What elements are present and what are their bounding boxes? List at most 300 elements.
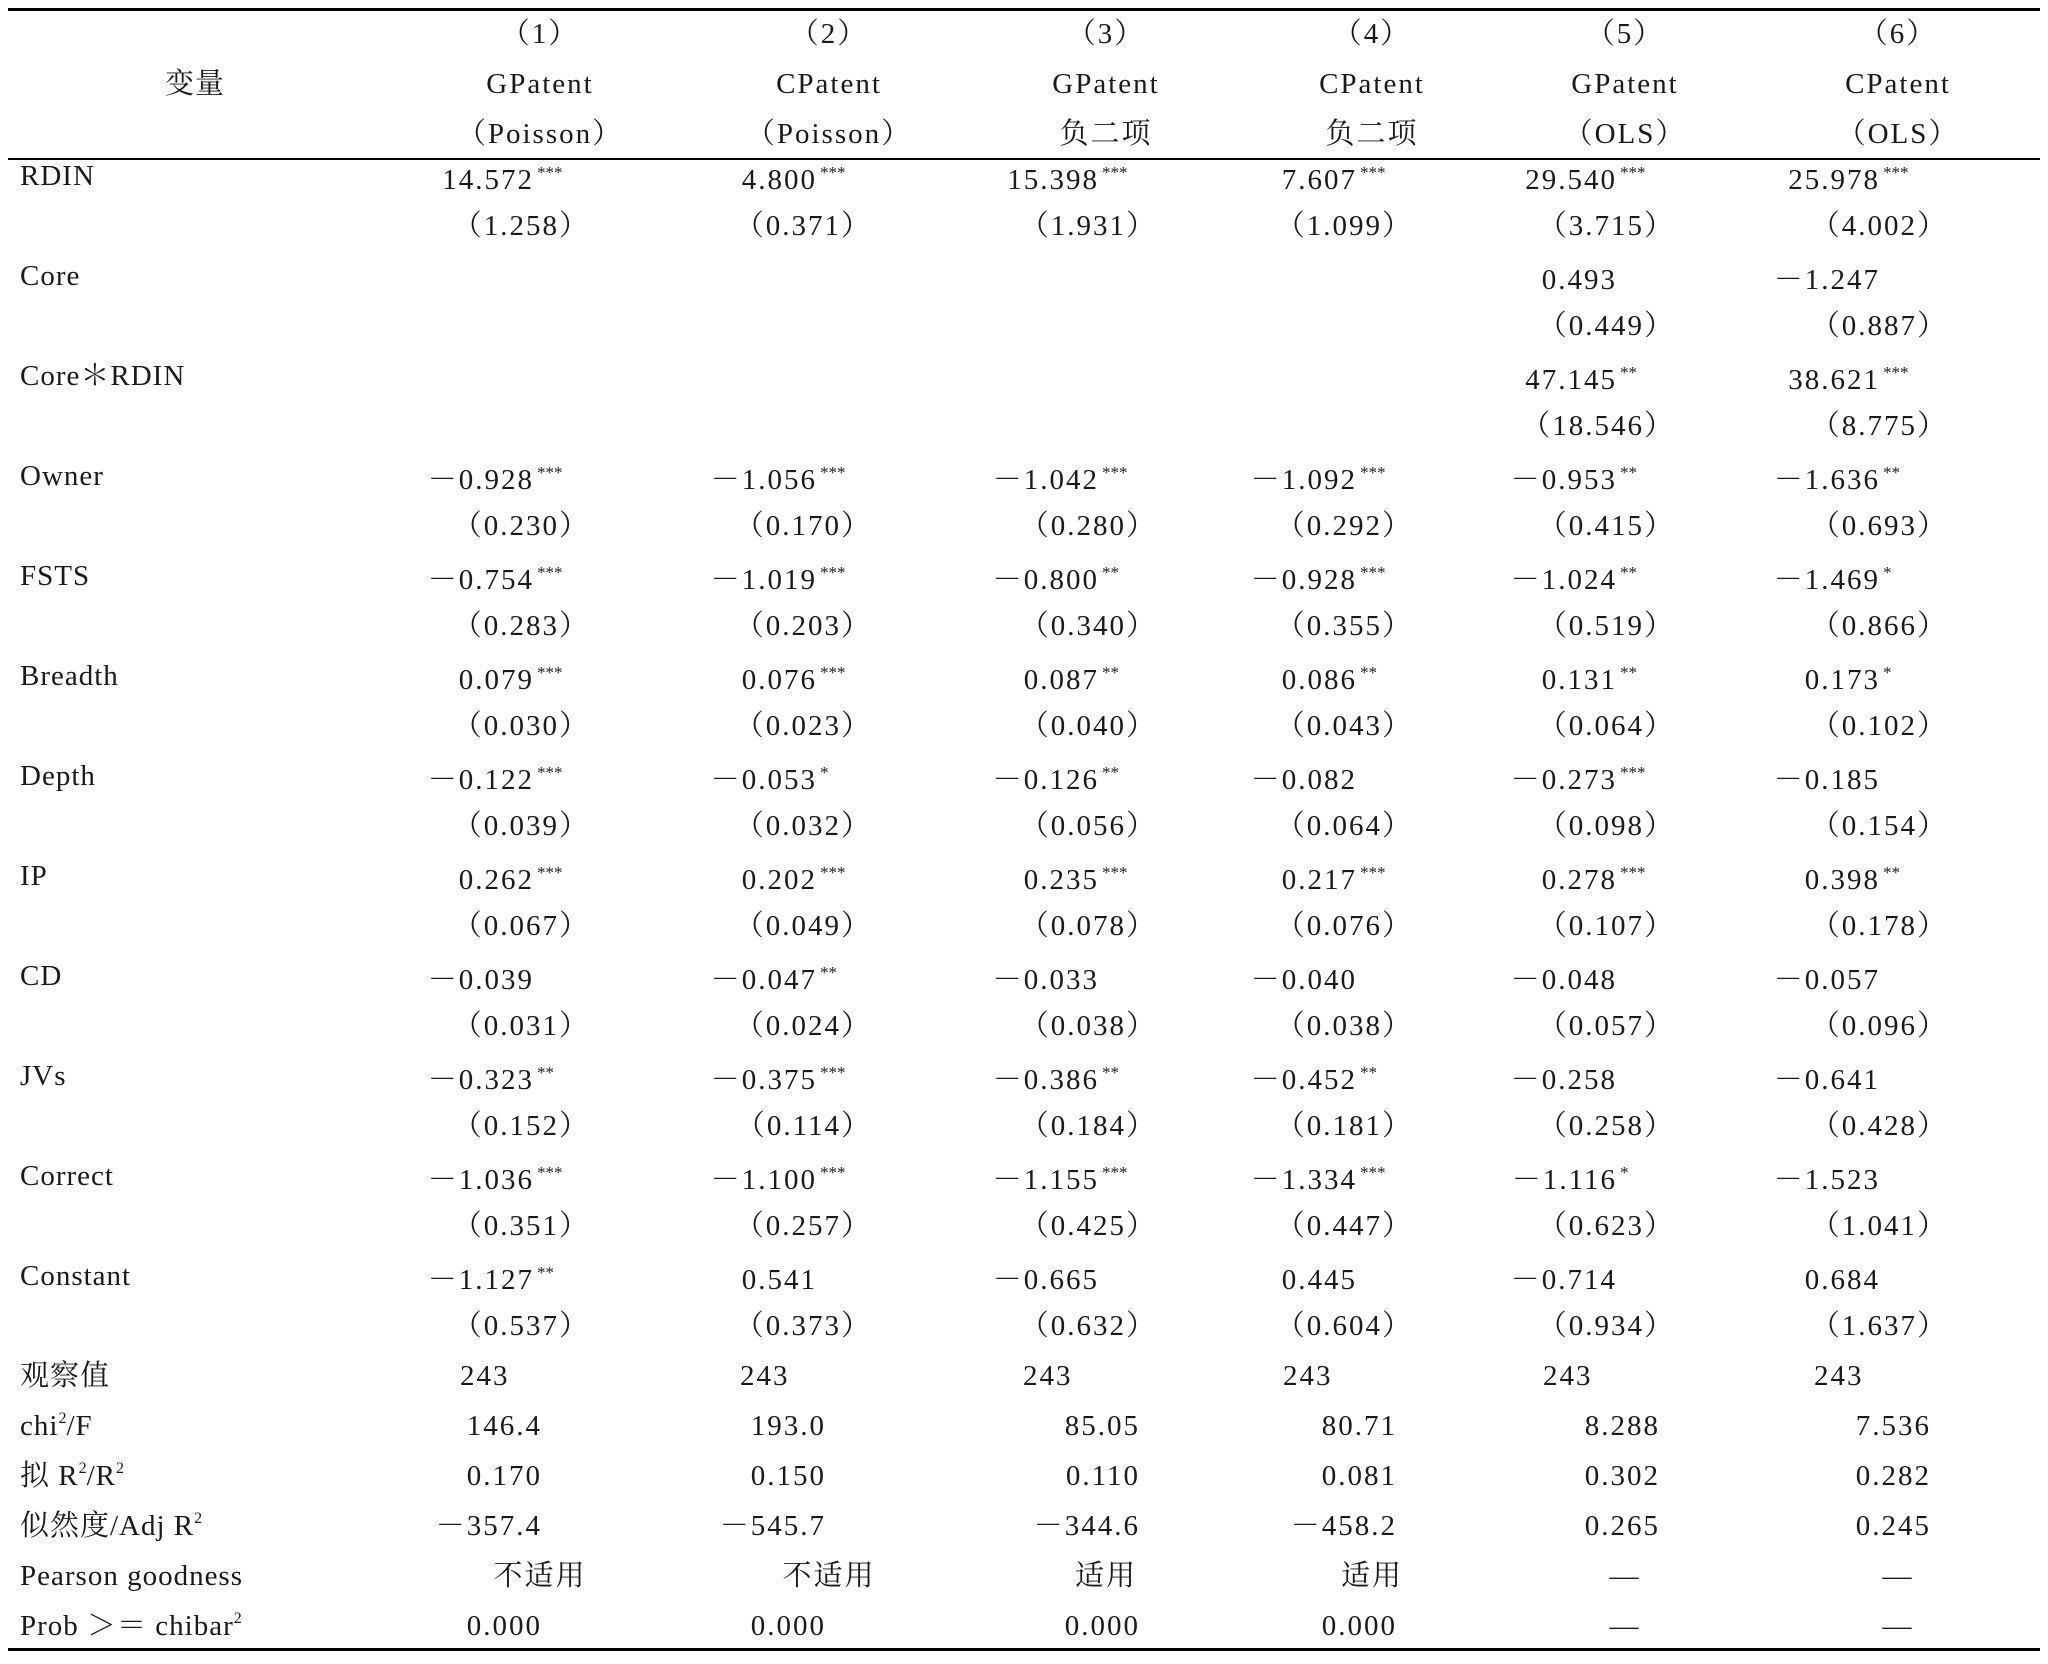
significance-stars: *** (820, 663, 846, 682)
coefficient-value: 0.131 (1541, 664, 1617, 696)
significance-stars: *** (820, 163, 846, 182)
label-text: 似然度/Adj R (20, 1510, 195, 1542)
significance-stars: *** (1102, 1163, 1128, 1182)
coefficient-value: －0.126 (992, 764, 1099, 796)
significance-stars: *** (820, 1163, 846, 1182)
coefficient-cell (1511, 1262, 1660, 1298)
stat-value: 243 (1543, 1360, 1593, 1392)
significance-stars: *** (1883, 363, 1909, 382)
coefficient-value: －0.039 (427, 964, 534, 996)
stat-value: 85.05 (1064, 1410, 1140, 1442)
standard-error-cell: （0.604） (1275, 1310, 1413, 1342)
stat-value: －545.7 (719, 1510, 826, 1542)
standard-error-cell: （0.340） (1019, 610, 1157, 642)
coefficient-value: －1.024 (1510, 564, 1617, 596)
coefficient-cell (1805, 1262, 1923, 1298)
coefficient-value: 25.978 (1788, 164, 1880, 196)
coefficient-value: 15.398 (1007, 164, 1099, 196)
coefficient-cell (711, 462, 860, 502)
significance-stars: *** (1620, 763, 1646, 782)
label-text: /F (66, 1410, 93, 1442)
coefficient-value: 0.173 (1804, 664, 1880, 696)
standard-error-cell: （0.114） (735, 1110, 872, 1142)
standard-error-cell: （0.693） (1810, 510, 1948, 542)
stat-value: －458.2 (1290, 1510, 1397, 1542)
coefficient-value: 0.235 (1023, 864, 1099, 896)
stat-label-prob (20, 1608, 242, 1649)
standard-error-cell: （0.887） (1810, 310, 1948, 342)
coefficient-cell (1805, 662, 1923, 702)
coefficient-value: －1.042 (992, 464, 1099, 496)
label-superscript: 2 (116, 1460, 124, 1477)
coefficient-value: －0.122 (427, 764, 534, 796)
standard-error-cell: （0.283） (452, 610, 590, 642)
coefficient-value: －0.033 (992, 964, 1099, 996)
standard-error-cell: （0.107） (1537, 910, 1675, 942)
coefficient-value: 4.800 (741, 164, 817, 196)
stat-value: 193.0 (750, 1410, 826, 1442)
row-label: FSTS (20, 560, 91, 592)
stat-value: 0.000 (1064, 1610, 1140, 1642)
row-label: Constant (20, 1260, 132, 1292)
stat-value: — (1882, 1560, 1914, 1592)
standard-error-cell: （0.373） (734, 1310, 872, 1342)
significance-stars: *** (1360, 163, 1386, 182)
coefficient-value: －0.928 (427, 464, 534, 496)
stat-value: 不适用 (782, 1560, 876, 1592)
stat-value: 243 (1283, 1360, 1333, 1392)
label-superscript: 2 (233, 1610, 242, 1627)
stat-value: 0.302 (1584, 1460, 1660, 1492)
coefficient-value: －0.053 (710, 764, 817, 796)
standard-error-cell: （0.258） (1537, 1110, 1675, 1142)
coefficient-cell (1788, 162, 1923, 202)
coefficient-value: －1.100 (710, 1164, 817, 1196)
coefficient-value: －0.386 (992, 1064, 1099, 1096)
significance-stars: ** (1102, 663, 1119, 682)
coefficient-cell (1251, 1162, 1400, 1202)
coefficient-cell (442, 162, 577, 202)
coefficient-value: 0.087 (1023, 664, 1099, 696)
coefficient-value: －0.452 (1250, 1064, 1357, 1096)
coefficient-value: 38.621 (1788, 364, 1880, 396)
significance-stars: *** (537, 463, 563, 482)
coefficient-value: －0.928 (1250, 564, 1357, 596)
significance-stars: *** (1360, 463, 1386, 482)
variable-header: 变量 (165, 68, 226, 100)
significance-stars: *** (1360, 563, 1386, 582)
standard-error-cell: （0.098） (1537, 810, 1675, 842)
standard-error-cell: （0.064） (1537, 710, 1675, 742)
coefficient-value: 0.202 (741, 864, 817, 896)
standard-error-cell: （0.866） (1810, 610, 1948, 642)
stat-value: 243 (1023, 1360, 1073, 1392)
coefficient-value: －0.375 (710, 1064, 817, 1096)
standard-error-cell: （0.519） (1537, 610, 1675, 642)
coefficient-value: 0.398 (1804, 864, 1880, 896)
row-label: RDIN (20, 160, 95, 192)
label-superscript: 2 (194, 1510, 203, 1527)
standard-error-cell: （0.049） (734, 910, 872, 942)
coefficient-cell (711, 1162, 860, 1202)
coefficient-cell (742, 1262, 860, 1298)
coefficient-cell (1525, 162, 1660, 202)
significance-stars: ** (1620, 463, 1637, 482)
standard-error-cell: （0.039） (452, 810, 590, 842)
coefficient-value: －0.665 (992, 1264, 1099, 1296)
coefficient-cell (1282, 662, 1400, 702)
significance-stars: * (1883, 663, 1892, 682)
standard-error-cell: （0.031） (452, 1010, 590, 1042)
stat-value: 0.245 (1855, 1510, 1931, 1542)
standard-error-cell: （0.230） (452, 510, 590, 542)
row-label: CD (20, 960, 63, 992)
coefficient-cell (1774, 762, 1923, 798)
standard-error-cell: （0.181） (1275, 1110, 1413, 1142)
column-header-dep: GPatent (1052, 68, 1160, 100)
coefficient-value: －1.247 (1773, 264, 1880, 296)
stat-label-obs: 观察值 (20, 1360, 111, 1392)
significance-stars: *** (1883, 163, 1909, 182)
significance-stars: * (1620, 1163, 1629, 1182)
coefficient-cell (459, 862, 577, 902)
coefficient-value: －1.334 (1250, 1164, 1357, 1196)
coefficient-value: －0.641 (1773, 1064, 1880, 1096)
coefficient-value: －1.636 (1773, 464, 1880, 496)
significance-stars: * (1883, 563, 1892, 582)
standard-error-cell: （0.032） (734, 810, 872, 842)
header-rule (8, 158, 2040, 160)
significance-stars: *** (537, 863, 563, 882)
coefficient-value: －0.323 (427, 1064, 534, 1096)
column-header-num: （5） (1585, 18, 1665, 50)
column-header-num: （1） (500, 18, 580, 50)
standard-error-cell: （0.934） (1537, 1310, 1675, 1342)
coefficient-cell (1251, 462, 1400, 502)
stat-value: 0.265 (1584, 1510, 1660, 1542)
coefficient-cell (1788, 362, 1923, 402)
stat-value: — (1609, 1560, 1641, 1592)
coefficient-value: －0.258 (1510, 1064, 1617, 1096)
stat-value: — (1882, 1610, 1914, 1642)
coefficient-value: －0.040 (1250, 964, 1357, 996)
stat-value: 80.71 (1321, 1410, 1397, 1442)
coefficient-value: 0.086 (1281, 664, 1357, 696)
standard-error-cell: （0.057） (1537, 1010, 1675, 1042)
coefficient-value: 29.540 (1525, 164, 1617, 196)
coefficient-value: －0.800 (992, 564, 1099, 596)
coefficient-cell (1511, 462, 1660, 502)
coefficient-cell (711, 962, 860, 1002)
significance-stars: *** (820, 1063, 846, 1082)
standard-error-cell: （0.355） (1275, 610, 1413, 642)
coefficient-value: 0.445 (1281, 1264, 1357, 1296)
stat-label-pearson: Pearson goodness (20, 1560, 244, 1592)
coefficient-cell (428, 462, 577, 502)
significance-stars: *** (537, 163, 563, 182)
standard-error-cell: （0.056） (1019, 810, 1157, 842)
coefficient-value: －1.523 (1773, 1164, 1880, 1196)
standard-error-cell: （8.775） (1810, 410, 1948, 442)
standard-error-cell: （0.257） (734, 1210, 872, 1242)
coefficient-value: 0.278 (1541, 864, 1617, 896)
coefficient-value: －1.019 (710, 564, 817, 596)
standard-error-cell: （0.184） (1019, 1110, 1157, 1142)
coefficient-value: 47.145 (1525, 364, 1617, 396)
standard-error-cell: （1.931） (1019, 210, 1157, 242)
coefficient-cell (1282, 162, 1400, 202)
standard-error-cell: （0.154） (1810, 810, 1948, 842)
coefficient-cell (993, 1162, 1142, 1202)
stat-value: — (1609, 1610, 1641, 1642)
significance-stars: *** (537, 1163, 563, 1182)
coefficient-value: －1.116 (1511, 1164, 1617, 1196)
standard-error-cell: （0.178） (1810, 910, 1948, 942)
coefficient-cell (459, 662, 577, 702)
coefficient-value: －1.469 (1773, 564, 1880, 596)
standard-error-cell: （1.258） (452, 210, 590, 242)
coefficient-cell (1511, 962, 1660, 998)
coefficient-value: －0.057 (1773, 964, 1880, 996)
column-header-method: （Poisson） (745, 118, 913, 150)
coefficient-value: 0.541 (741, 1264, 817, 1296)
coefficient-cell (1251, 962, 1400, 998)
label-text: chi (20, 1410, 59, 1442)
significance-stars: *** (1360, 863, 1386, 882)
column-header-num: （3） (1066, 18, 1146, 50)
column-header-num: （2） (789, 18, 869, 50)
stat-value: 0.110 (1065, 1460, 1140, 1492)
row-label: Owner (20, 460, 104, 492)
significance-stars: *** (537, 663, 563, 682)
label-text: 拟 R (20, 1460, 79, 1492)
coefficient-value: 0.684 (1804, 1264, 1880, 1296)
significance-stars: *** (820, 563, 846, 582)
coefficient-value: －0.047 (710, 964, 817, 996)
standard-error-cell: （18.546） (1521, 410, 1675, 442)
coefficient-value: 0.079 (458, 664, 534, 696)
coefficient-cell (428, 562, 577, 602)
significance-stars: ** (1620, 563, 1637, 582)
standard-error-cell: （0.096） (1810, 1010, 1948, 1042)
column-header-method: 负二项 (1325, 118, 1419, 150)
coefficient-value: 14.572 (442, 164, 534, 196)
column-header-dep: CPatent (1845, 68, 1951, 100)
column-header-method: （OLS） (1563, 118, 1687, 150)
coefficient-cell (428, 1262, 577, 1302)
row-label: IP (20, 860, 48, 892)
significance-stars: ** (820, 963, 837, 982)
coefficient-cell (1774, 1062, 1923, 1098)
significance-stars: ** (1102, 563, 1119, 582)
standard-error-cell: （0.023） (734, 710, 872, 742)
standard-error-cell: （0.067） (452, 910, 590, 942)
stat-label-pseudo (20, 1458, 124, 1499)
row-label: Correct (20, 1160, 114, 1192)
significance-stars: ** (1360, 1063, 1377, 1082)
standard-error-cell: （1.041） (1810, 1210, 1948, 1242)
coefficient-cell (1024, 662, 1142, 702)
bottom-rule (8, 1648, 2040, 1651)
significance-stars: *** (1102, 463, 1128, 482)
stat-value: －357.4 (435, 1510, 542, 1542)
coefficient-cell (993, 462, 1142, 502)
significance-stars: *** (1620, 163, 1646, 182)
standard-error-cell: （0.425） (1019, 1210, 1157, 1242)
significance-stars: *** (1620, 863, 1646, 882)
coefficient-cell (742, 662, 860, 702)
significance-stars: *** (537, 763, 563, 782)
coefficient-cell (1774, 1162, 1923, 1198)
coefficient-cell (1774, 562, 1923, 602)
coefficient-cell (1282, 1262, 1400, 1298)
standard-error-cell: （1.637） (1810, 1310, 1948, 1342)
standard-error-cell: （0.076） (1275, 910, 1413, 942)
coefficient-value: －0.185 (1773, 764, 1880, 796)
standard-error-cell: （1.099） (1275, 210, 1413, 242)
standard-error-cell: （4.002） (1810, 210, 1948, 242)
stat-value: 7.536 (1855, 1410, 1931, 1442)
coefficient-value: －1.155 (992, 1164, 1099, 1196)
stat-value: 0.000 (1321, 1610, 1397, 1642)
significance-stars: ** (1620, 363, 1637, 382)
coefficient-value: －1.036 (427, 1164, 534, 1196)
column-header-num: （4） (1332, 18, 1412, 50)
column-header-method: 负二项 (1059, 118, 1153, 150)
standard-error-cell: （0.024） (734, 1010, 872, 1042)
coefficient-cell (993, 762, 1142, 802)
coefficient-cell (993, 962, 1142, 998)
standard-error-cell: （0.152） (452, 1110, 590, 1142)
stat-value: －344.6 (1033, 1510, 1140, 1542)
coefficient-value: 0.262 (458, 864, 534, 896)
coefficient-value: －0.048 (1510, 964, 1617, 996)
standard-error-cell: （0.078） (1019, 910, 1157, 942)
label-superscript: 2 (78, 1460, 87, 1477)
stat-value: 243 (740, 1360, 790, 1392)
coefficient-value: 0.076 (741, 664, 817, 696)
stat-label-chi (20, 1408, 93, 1449)
coefficient-cell (1007, 162, 1142, 202)
coefficient-cell (711, 1062, 860, 1102)
coefficient-cell (993, 562, 1142, 602)
coefficient-value: －0.082 (1250, 764, 1357, 796)
significance-stars: ** (1883, 863, 1900, 882)
standard-error-cell: （0.428） (1810, 1110, 1948, 1142)
stat-value: 0.081 (1321, 1460, 1397, 1492)
significance-stars: *** (820, 463, 846, 482)
significance-stars: *** (537, 563, 563, 582)
coefficient-value: －0.273 (1510, 764, 1617, 796)
column-header-dep: CPatent (776, 68, 882, 100)
standard-error-cell: （0.040） (1019, 710, 1157, 742)
column-header-method: （Poisson） (456, 118, 624, 150)
standard-error-cell: （3.715） (1537, 210, 1675, 242)
standard-error-cell: （0.537） (452, 1310, 590, 1342)
coefficient-cell (1511, 762, 1660, 802)
standard-error-cell: （0.449） (1537, 310, 1675, 342)
significance-stars: ** (1883, 463, 1900, 482)
standard-error-cell: （0.043） (1275, 710, 1413, 742)
label-superscript: 2 (58, 1410, 67, 1427)
row-label: Breadth (20, 660, 119, 692)
significance-stars: ** (1102, 763, 1119, 782)
coefficient-cell (993, 1262, 1142, 1298)
standard-error-cell: （0.447） (1275, 1210, 1413, 1242)
column-header-dep: GPatent (486, 68, 594, 100)
significance-stars: ** (537, 1063, 554, 1082)
significance-stars: *** (1102, 863, 1128, 882)
coefficient-cell (1251, 762, 1400, 798)
significance-stars: * (820, 763, 829, 782)
coefficient-value: －0.754 (427, 564, 534, 596)
coefficient-cell (1542, 662, 1660, 702)
label-text: Prob ＞＝ chibar (20, 1610, 234, 1642)
coefficient-cell (1542, 862, 1660, 902)
coefficient-cell (993, 1062, 1142, 1102)
standard-error-cell: （0.632） (1019, 1310, 1157, 1342)
coefficient-value: 7.607 (1281, 164, 1357, 196)
significance-stars: *** (820, 863, 846, 882)
column-header-num: （6） (1858, 18, 1938, 50)
coefficient-cell (742, 862, 860, 902)
significance-stars: ** (1102, 1063, 1119, 1082)
coefficient-value: －1.056 (710, 464, 817, 496)
coefficient-value: －1.127 (427, 1264, 534, 1296)
standard-error-cell: （0.415） (1537, 510, 1675, 542)
significance-stars: *** (1360, 1163, 1386, 1182)
standard-error-cell: （0.170） (734, 510, 872, 542)
standard-error-cell: （0.038） (1275, 1010, 1413, 1042)
stat-value: 8.288 (1584, 1410, 1660, 1442)
stat-value: 不适用 (493, 1560, 587, 1592)
standard-error-cell: （0.371） (734, 210, 872, 242)
row-label: Core (20, 260, 81, 292)
coefficient-value: －0.714 (1510, 1264, 1617, 1296)
significance-stars: ** (1620, 663, 1637, 682)
coefficient-cell (428, 1062, 577, 1102)
coefficient-cell (428, 962, 577, 998)
coefficient-cell (1024, 862, 1142, 902)
coefficient-cell (1251, 1062, 1400, 1102)
stat-value: 243 (460, 1360, 510, 1392)
coefficient-cell (1774, 462, 1923, 502)
standard-error-cell: （0.102） (1810, 710, 1948, 742)
stat-value: 0.000 (466, 1610, 542, 1642)
standard-error-cell: （0.623） (1537, 1210, 1675, 1242)
coefficient-cell (1774, 962, 1923, 998)
stat-value: 0.170 (466, 1460, 542, 1492)
significance-stars: ** (537, 1263, 554, 1282)
significance-stars: ** (1360, 663, 1377, 682)
label-text: /R (86, 1460, 116, 1492)
stat-value: 243 (1814, 1360, 1864, 1392)
standard-error-cell: （0.203） (734, 610, 872, 642)
stat-value: 适用 (1074, 1560, 1137, 1592)
coefficient-cell (1512, 1162, 1660, 1202)
standard-error-cell: （0.351） (452, 1210, 590, 1242)
coefficient-cell (1805, 862, 1923, 902)
row-label: Depth (20, 760, 96, 792)
stat-label-llk (20, 1508, 202, 1549)
significance-stars: *** (1102, 163, 1128, 182)
stat-value: 0.282 (1855, 1460, 1931, 1492)
coefficient-value: －1.092 (1250, 464, 1357, 496)
coefficient-cell (1774, 262, 1923, 298)
stat-value: 0.000 (750, 1610, 826, 1642)
coefficient-cell (1282, 862, 1400, 902)
stat-value: 0.150 (750, 1460, 826, 1492)
